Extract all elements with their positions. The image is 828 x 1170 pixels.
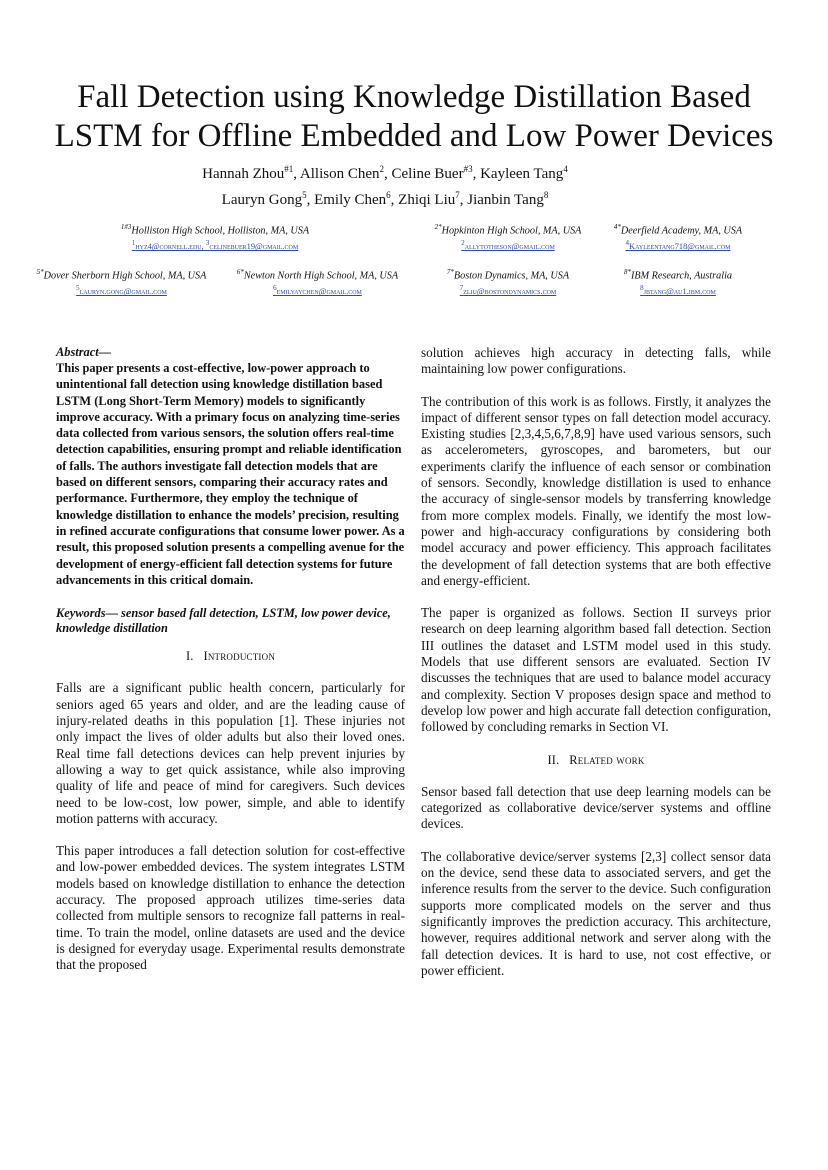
author-mark: #3 [463, 164, 473, 174]
affiliation-block [618, 266, 738, 298]
email-mark: 2 [461, 239, 465, 248]
affiliation-block [230, 266, 405, 298]
author-name: , Allison Chen [293, 166, 380, 182]
affiliation-block [440, 266, 576, 298]
author-name: Lauryn Gong [221, 192, 303, 208]
organization-paragraph: The paper is organized as follows. Section II surveys prior research on deep learning algorithm based fall detection. Section III outlines the dataset and LSTM model used in this study. Models that use different sensors are evaluated. Section IV discusses the techniques that are used to balance model accuracy and complexity. Section V proposes design space and method to develop low power and high accurate fall detection configuration, followed by concluding remarks in Section VI. [421, 605, 771, 735]
abstract-text: This paper presents a cost-effective, low-power approach to unintentional fall detection using knowledge distillation based LSTM (Long Short-Term Memory) models to significantly improve accuracy. With a primary focus on analyzing time-series data collected from various sensors, the solution offers real-time detection capabilities, ensuring prompt and reliable identification of falls. The authors investigate fall detection models that are based on different sensors, comparing their accuracy rates and performance. Furthermore, they employ the technique of knowledge distillation to enhance the models’ precision, resulting in refined accurate configurations that consume lower power. As a result, this proposed solution presents a compelling avenue for the development of energy-efficient fall detection systems for future advancements in this critical domain. [56, 361, 405, 587]
affiliation-mark: 6* [236, 268, 244, 276]
email-mark: 5 [76, 284, 80, 293]
email-link[interactable]: lauryn.gong@gmail.com [79, 287, 167, 297]
email-link[interactable]: celinebuer19@gmail.com [209, 242, 299, 252]
email-mark: 3 [205, 239, 210, 248]
affiliation-name: IBM Research, Australia [630, 270, 732, 282]
paper-title-line-1: Fall Detection using Knowledge Distillation Based [77, 79, 751, 115]
author-name: Hannah Zhou [202, 166, 285, 182]
affiliation-mark: 4* [613, 223, 621, 231]
author-name: , Zhiqi Liu [390, 192, 456, 208]
affiliation-mark: 1#3 [120, 223, 132, 231]
intro-paragraph-2: This paper introduces a fall detection solution for cost-effective and low-power embedded devices. The system integrates LSTM models based on knowledge distillation to enhance the detection accuracy. The proposed approach utilizes time-series data collected from multiple sensors to recognize fall patterns in real-time. To train the model, online datasets are used and the device is designed for everyday usage. Experimental results demonstrate that the proposed [56, 843, 405, 973]
affiliation-name: Boston Dynamics, MA, USA [453, 270, 570, 282]
affiliation-emails [105, 237, 325, 253]
section-heading-introduction [56, 648, 405, 664]
email-mark: 8 [640, 284, 644, 293]
email-link[interactable]: emilyaychen@gmail.com [276, 287, 362, 297]
abstract-label: Abstract— [56, 345, 112, 359]
affiliation-emails [618, 282, 738, 298]
email-mark: 7 [459, 284, 464, 293]
affiliation-block [428, 221, 588, 253]
affiliation-mark: 5* [36, 268, 44, 276]
contribution-paragraph: The contribution of this work is as follows. Firstly, it analyzes the impact of different sensor types on fall detection model accuracy. Existing studies [2,3,4,5,6,7,8,9] have used various sensors, such as accelerometers, gyroscopes, and barometers, but our experiments clarify the influence of each sensor or combination of sensors. Secondly, knowledge distillation is used to enhance the accuracy of single-sensor models by transferring knowledge from more complex models. Finally, we identify the most low-power and high-accuracy configurations by considering both model accuracy and power efficiency. This approach facilitates the development of fall detection systems that are both effective and energy-efficient. [421, 393, 771, 588]
affiliation-emails [30, 282, 213, 298]
email-link[interactable]: hyz4@cornell.edu [135, 242, 202, 252]
authors-line-1 [0, 160, 770, 183]
right-column [421, 345, 771, 979]
affiliation-name: Hopkinton High School, MA, USA [441, 225, 582, 237]
email-link[interactable]: Kayleentang718@gmail.com [629, 242, 731, 252]
section-heading-related-work [421, 752, 771, 768]
email-mark: 4 [625, 239, 630, 248]
author-name: , Emily Chen [306, 192, 387, 208]
section-title: Related work [569, 752, 645, 767]
author-mark: 4 [563, 164, 568, 174]
author-name: , Celine Buer [384, 166, 464, 182]
author-mark: 2 [379, 164, 384, 174]
paper-title [0, 78, 828, 156]
section-number: II. [547, 752, 560, 767]
email-mark: 1 [131, 239, 136, 248]
intro-paragraph-3: solution achieves high accuracy in detecting falls, while maintaining low power configurations. [421, 345, 771, 377]
email-separator: , [201, 242, 206, 252]
section-title: Introduction [203, 649, 276, 664]
affiliation-name: Holliston High School, Holliston, MA, USA [131, 225, 310, 237]
email-link[interactable]: allytotheson@gmail.com [464, 242, 555, 252]
affiliation-block [105, 221, 325, 253]
affiliation-name: Dover Sherborn High School, MA, USA [43, 270, 207, 282]
authors-line-2 [0, 186, 770, 209]
affiliation-mark: 8* [623, 268, 631, 276]
affiliation-name: Newton North High School, MA, USA [243, 270, 399, 282]
affiliation-emails [428, 237, 588, 253]
author-mark: 6 [386, 190, 391, 200]
affiliation-block [608, 221, 748, 253]
author-name: , Kayleen Tang [472, 166, 564, 182]
author-mark: 5 [302, 190, 307, 200]
email-link[interactable]: jbtang@au1.ibm.com [643, 287, 716, 297]
affiliation-name: Deerfield Academy, MA, USA [620, 225, 743, 237]
author-name: , Jianbin Tang [459, 192, 544, 208]
email-link[interactable]: zliu@bostondynamics.com [463, 287, 557, 297]
author-mark: #1 [284, 164, 294, 174]
section-number: I. [185, 649, 194, 664]
affiliation-emails [608, 237, 748, 253]
affiliation-emails [230, 282, 405, 298]
affiliation-block [30, 266, 213, 298]
left-column [56, 345, 405, 974]
affiliation-mark: 2* [434, 223, 442, 231]
affiliation-mark: 7* [446, 268, 454, 276]
intro-paragraph-1: Falls are a significant public health concern, particularly for seniors aged 65 years and older, and are the leading cause of injury-related deaths in this population [1]. These injuries not only impact the lives of older adults but also their loved ones. Real time fall detections devices can help prevent injuries by allowing a way to get quick assistance, while also improving quality of life and peace of mind for caregivers. Such devices need to be low-cost, low power, simple, and able to identify motion patterns with accuracy. [56, 680, 405, 826]
email-mark: 6 [273, 284, 277, 293]
affiliation-emails [440, 282, 576, 298]
author-mark: 8 [543, 190, 549, 200]
related-paragraph-2: The collaborative device/server systems [2,3] collect sensor data on the device, send these data to associated servers, and get the inference results from the server to the device. Such configuration supports more complicated models on the server and thus significantly improves the prediction accuracy. This architecture, however, requires additional network and server along with the fall detection devices. It is hard to use, not cost effective, or power efficient. [421, 848, 771, 978]
related-paragraph-1: Sensor based fall detection that use deep learning models can be categorized as collaborative device/server systems and offline devices. [421, 783, 771, 832]
keywords: Keywords— sensor based fall detection, LSTM, low power device, knowledge distillation [56, 606, 391, 636]
author-mark: 7 [455, 190, 460, 200]
paper-title-line-2: LSTM for Offline Embedded and Low Power Devices [54, 118, 774, 154]
